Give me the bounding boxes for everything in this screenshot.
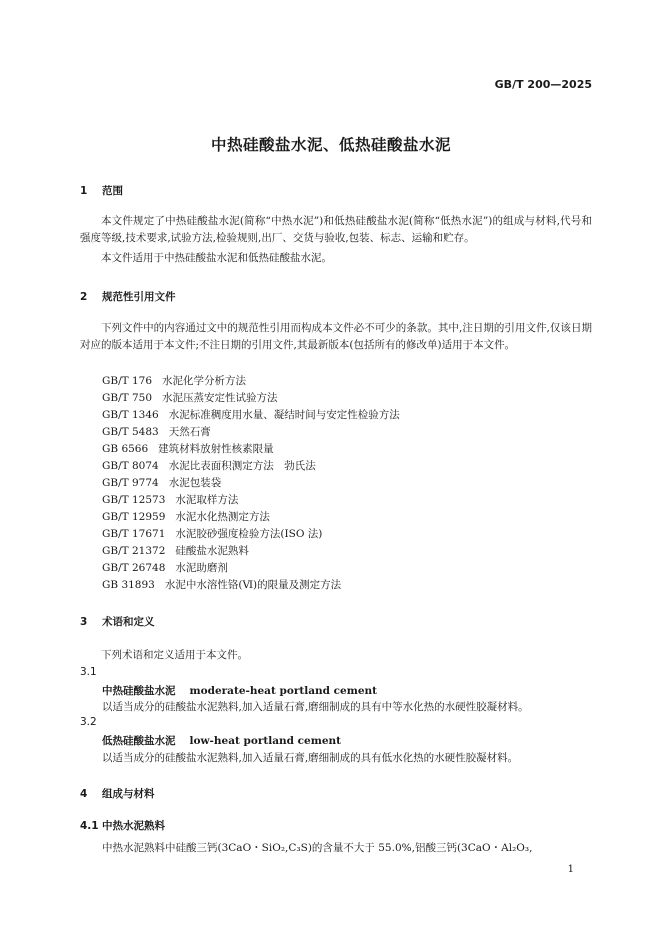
- subsection-4-1-heading: [80, 818, 165, 833]
- reference-code: GB/T 21372: [102, 545, 166, 557]
- section-2-paragraph-1: 下列文件中的内容通过文中的规范性引用而构成本文件必不可少的条款。其中,注日期的引用文件,仅该日期对应的版本适用于本文件;不注日期的引用文件,其最新版本(包括所有的修改单)适用于本文件。: [80, 322, 592, 351]
- section-1-paragraph-2: 本文件适用于中热硅酸盐水泥和低热硅酸盐水泥。: [101, 252, 332, 264]
- reference-title: 水泥包装袋: [168, 477, 222, 489]
- subsection-number: 4.1: [80, 820, 99, 832]
- section-1-paragraph-1: 本文件规定了中热硅酸盐水泥(简称“中热水泥”)和低热硅酸盐水泥(简称“低热水泥”)的组成与材料,代号和强度等级,技术要求,试验方法,检验规则,出厂、交货与验收,包装、标志、运输和贮存。: [80, 215, 592, 244]
- reference-code: GB 31893: [102, 579, 155, 591]
- reference-code: GB/T 176: [102, 375, 153, 387]
- term-heading: [102, 733, 341, 748]
- section-number: 1: [80, 185, 88, 197]
- term-definition: 以适当成分的硅酸盐水泥熟料,加入适量石膏,磨细制成的具有低水化热的水硬性胶凝材料。: [102, 752, 519, 764]
- reference-item: [102, 407, 400, 424]
- reference-title: 水泥助磨剂: [175, 562, 228, 574]
- reference-code: GB/T 5483: [102, 426, 159, 438]
- reference-item: [102, 543, 249, 560]
- reference-code: GB/T 12959: [102, 511, 166, 523]
- reference-title: 水泥比表面积测定方法 勃氏法: [168, 460, 316, 472]
- reference-item: [102, 560, 228, 577]
- section-title: 范围: [102, 185, 123, 197]
- reference-code: GB/T 1346: [102, 409, 159, 421]
- reference-code: GB/T 9774: [102, 477, 159, 489]
- reference-title: 硅酸盐水泥熟料: [175, 545, 249, 557]
- reference-title: 水泥标准稠度用水量、凝结时间与安定性检验方法: [168, 409, 400, 421]
- section-number: 2: [80, 291, 88, 303]
- section-title: 术语和定义: [102, 616, 155, 628]
- reference-code: GB/T 17671: [102, 528, 166, 540]
- reference-item: [102, 577, 341, 594]
- reference-item: [102, 526, 322, 543]
- reference-item: [102, 509, 270, 526]
- reference-title: 水泥中水溶性铬(Ⅵ)的限量及测定方法: [164, 579, 342, 591]
- reference-item: [102, 441, 274, 458]
- reference-code: GB/T 8074: [102, 460, 159, 472]
- reference-title: 水泥水化热测定方法: [175, 511, 270, 523]
- term-en: moderate-heat portland cement: [189, 685, 377, 697]
- section-number: 3: [80, 616, 88, 628]
- term-en: low-heat portland cement: [189, 735, 342, 747]
- section-title: 组成与材料: [102, 788, 155, 800]
- page-number: 1: [567, 864, 574, 875]
- section-3-heading: [80, 614, 155, 629]
- reference-item: [102, 424, 211, 441]
- reference-code: GB/T 12573: [102, 494, 166, 506]
- reference-title: 水泥化学分析方法: [162, 375, 247, 387]
- document-title: 中热硅酸盐水泥、低热硅酸盐水泥: [210, 136, 451, 154]
- reference-item: [102, 492, 238, 509]
- reference-title: 水泥胶砂强度检验方法(ISO 法): [175, 528, 323, 540]
- reference-item: [102, 458, 316, 475]
- section-title: 规范性引用文件: [102, 291, 176, 303]
- reference-title: 水泥压蒸安定性试验方法: [162, 392, 278, 404]
- reference-item: [102, 475, 221, 492]
- reference-item: [102, 373, 246, 390]
- term-heading: [102, 683, 377, 698]
- section-3-paragraph-1: 下列术语和定义适用于本文件。: [101, 649, 248, 661]
- reference-item: [102, 390, 278, 407]
- section-4-heading: [80, 786, 155, 801]
- term-definition: 以适当成分的硅酸盐水泥熟料,加入适量石膏,磨细制成的具有中等水化热的水硬性胶凝材料。: [102, 701, 529, 713]
- standard-number: GB/T 200—2025: [494, 78, 592, 91]
- reference-title: 建筑材料放射性核素限量: [158, 443, 274, 455]
- term-number: 3.1: [80, 666, 97, 678]
- section-2-heading: [80, 289, 176, 304]
- term-zh: 中热硅酸盐水泥: [102, 685, 176, 697]
- reference-code: GB/T 26748: [102, 562, 166, 574]
- section-1-heading: [80, 183, 123, 198]
- reference-title: 天然石膏: [168, 426, 211, 438]
- reference-title: 水泥取样方法: [175, 494, 239, 506]
- reference-code: GB 6566: [102, 443, 149, 455]
- reference-code: GB/T 750: [102, 392, 153, 404]
- term-zh: 低热硅酸盐水泥: [102, 735, 176, 747]
- subsection-title: 中热水泥熟料: [102, 820, 165, 832]
- section-4-1-paragraph: 中热水泥熟料中硅酸三钙(3CaO・SiO₂,C₃S)的含量不大于 55.0%,铝酸三钙(3CaO・Al₂O₃,: [102, 842, 533, 854]
- term-number: 3.2: [80, 716, 97, 728]
- section-number: 4: [80, 788, 88, 800]
